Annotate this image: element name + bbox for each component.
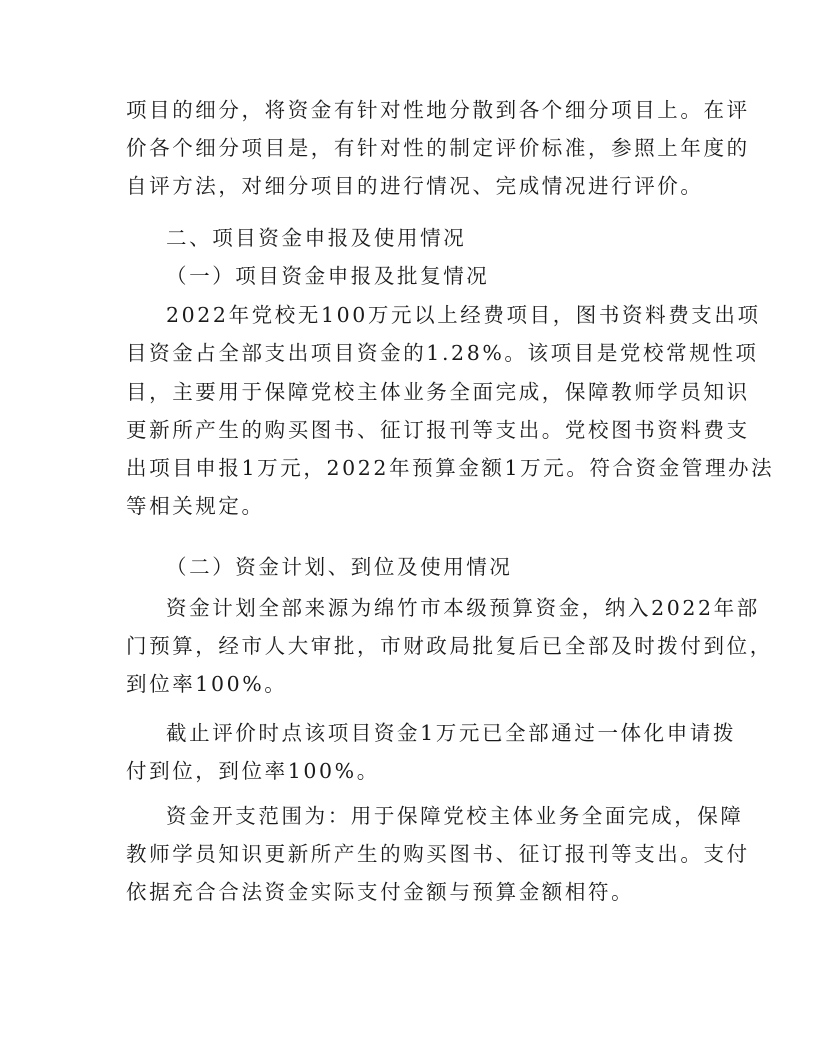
paragraph-line: 门预算，经市人大审批，市财政局批复后已全部及时拨付到位，: [126, 634, 773, 658]
paragraph-line: 价各个细分项目是，有针对性的制定评价标准，参照上年度的: [126, 136, 750, 160]
section-heading: 二、项目资金申报及使用情况: [166, 226, 467, 250]
paragraph-line: 付到位，到位率100%。: [126, 759, 380, 783]
paragraph-line: 2022年党校无100万元以上经费项目，图书资料费支出项: [166, 303, 761, 327]
paragraph-line: 自评方法，对细分项目的进行情况、完成情况进行评价。: [126, 174, 704, 198]
paragraph-line: 等相关规定。: [126, 494, 265, 518]
subsection-heading: （二）资金计划、到位及使用情况: [166, 555, 513, 579]
paragraph-line: 更新所产生的购买图书、征订报刊等支出。党校图书资料费支: [126, 418, 750, 442]
paragraph-line: 教师学员知识更新所产生的购买图书、征订报刊等支出。支付: [126, 842, 750, 866]
paragraph-line: 截止评价时点该项目资金1万元已全部通过一体化申请拨: [166, 721, 737, 745]
paragraph-line: 资金计划全部来源为绵竹市本级预算资金，纳入2022年部: [166, 596, 760, 620]
paragraph-line: 资金开支范围为：用于保障党校主体业务全面完成，保障: [166, 804, 744, 828]
paragraph-line: 目资金占全部支出项目资金的1.28%。该项目是党校常规性项: [126, 341, 759, 365]
paragraph-line: 项目的细分，将资金有针对性地分散到各个细分项目上。在评: [126, 98, 750, 122]
paragraph-line: 依据充合合法资金实际支付金额与预算金额相符。: [126, 880, 635, 904]
paragraph-line: 到位率100%。: [126, 672, 288, 696]
paragraph-line: 目，主要用于保障党校主体业务全面完成，保障教师学员知识: [126, 380, 750, 404]
paragraph-line: 出项目申报1万元，2022年预算金额1万元。符合资金管理办法: [126, 456, 775, 480]
subsection-heading: （一）项目资金申报及批复情况: [166, 264, 490, 288]
